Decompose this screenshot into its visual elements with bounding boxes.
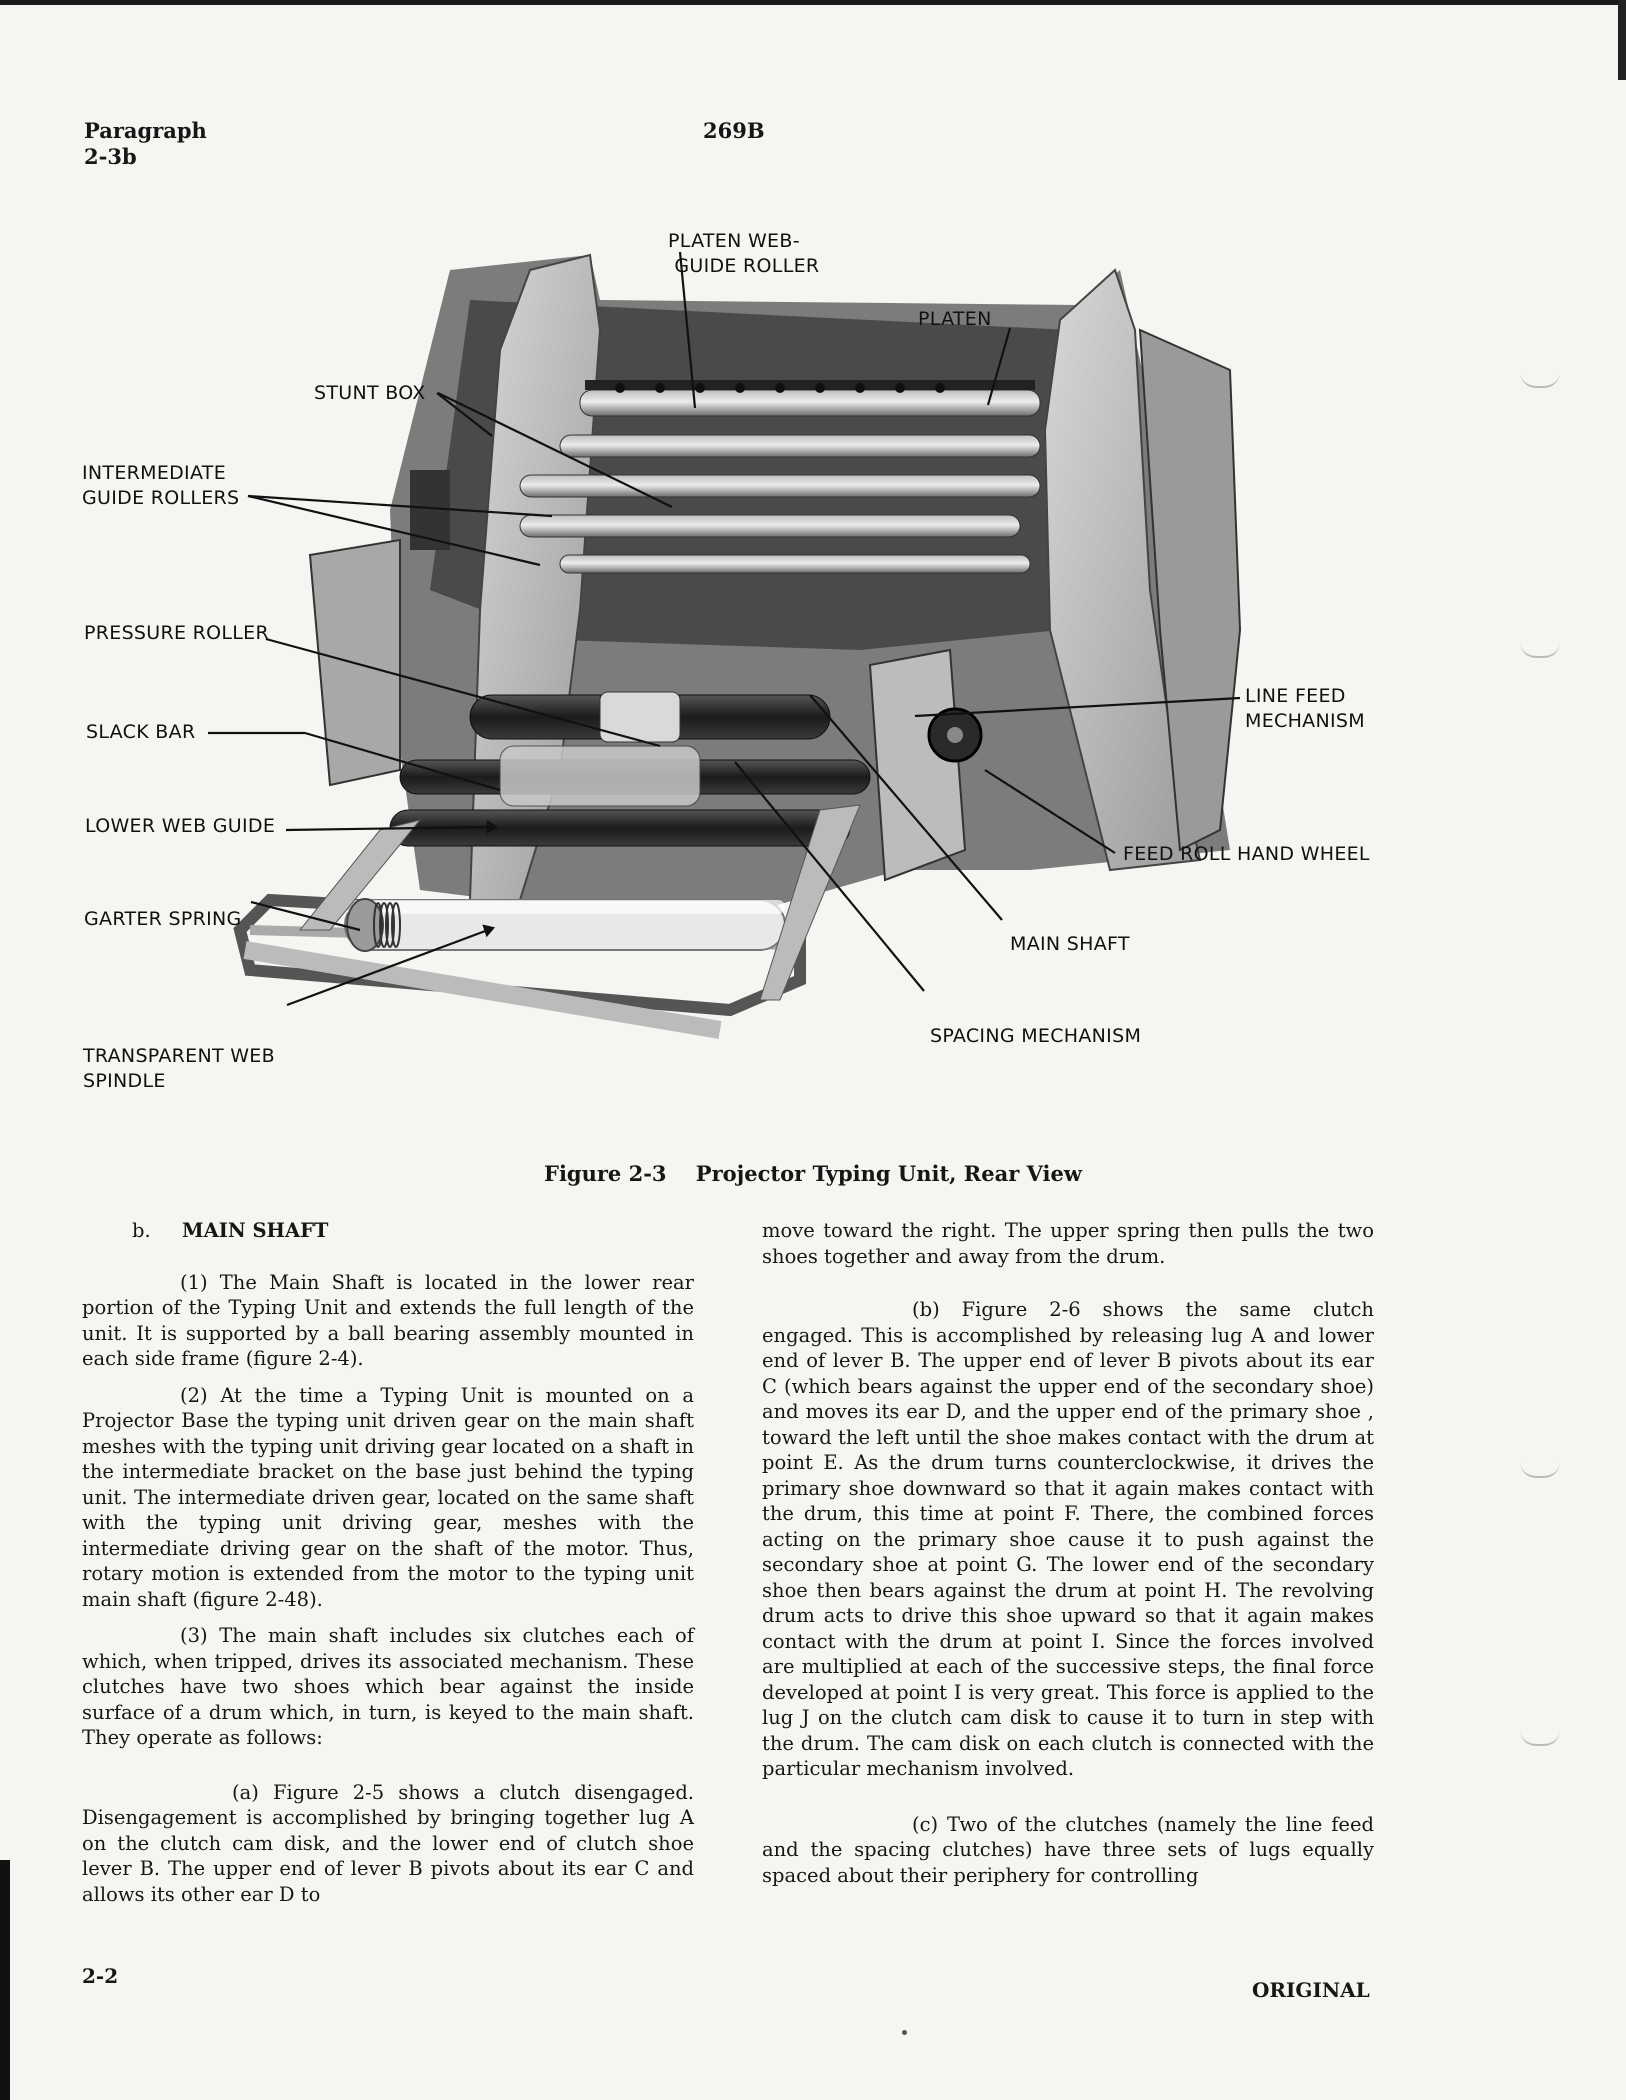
callout-stunt-box: STUNT BOX — [314, 382, 426, 404]
section-label: b. — [132, 1219, 151, 1242]
paragraph-number: 2-3b — [84, 144, 137, 169]
section-heading — [82, 1218, 694, 1244]
callout-platen-web-guide-roller: PLATEN WEB- GUIDE ROLLER — [668, 230, 820, 277]
figure-caption: Figure 2-3 Projector Typing Unit, Rear View — [544, 1161, 1082, 1186]
paragraph-3c: (c) Two of the clutches (namely the line feed and the spacing clutches) have three sets of lugs equally spaced about their periphery for controlling — [762, 1812, 1374, 1887]
machine-photo-illustration — [0, 210, 1626, 1140]
callout-garter-spring: GARTER SPRING — [84, 908, 242, 930]
paragraph-3a-continued: move toward the right. The upper spring then pulls the two shoes together and away from the drum. — [762, 1219, 1374, 1268]
paragraph-3: (3) The main shaft includes six clutches each of which, when tripped, drives its associated mechanism. These clutches have two shoes which bear against the inside surface of a drum which, in turn, is keyed to the main shaft. They operate as follows: — [82, 1624, 694, 1749]
paragraph-label: Paragraph — [84, 118, 207, 143]
paragraph-1: (1) The Main Shaft is located in the lower rear portion of the Typing Unit and extends the full length of the unit. It is supported by a ball bearing assembly mounted in each side frame (figure 2-4). — [82, 1270, 694, 1370]
document-id: 269B — [703, 118, 765, 143]
callout-pressure-roller: PRESSURE ROLLER — [84, 622, 269, 644]
left-text-column — [82, 1218, 694, 1918]
margin-scan-mark — [1520, 1730, 1560, 1746]
paragraph-reference — [84, 118, 207, 170]
callout-intermediate-guide-rollers: INTERMEDIATE GUIDE ROLLERS — [82, 462, 240, 509]
paragraph-3b: (b) Figure 2-6 shows the same clutch engaged. This is accomplished by releasing lug A and lower end of lever B. The upper end of lever B pivots about its ear C (which bears against the upper end of the secondary shoe) and moves its ear D, and the upper end of the primary shoe , toward the left until the shoe makes contact with the drum at point E. As the drum turns counterclockwise, it drives the primary shoe downward so that it again makes contact with the drum, this time at point F. There, the combined forces acting on the primary shoe cause it to push against the secondary shoe at point G. The lower end of the secondary shoe then bears against the drum at point H. The revolving drum acts to drive this shoe upward so that it again makes contact with the drum at point I. Since the forces involved are multiplied at each of the successive steps, the final force developed at point I is very great. This force is applied to the lug J on the clutch cam disk to cause it to turn in step with the drum. The cam disk on each clutch is connected with the particular mechanism involved. — [762, 1298, 1374, 1780]
scan-speck — [902, 2030, 907, 2035]
callout-spacing-mechanism: SPACING MECHANISM — [930, 1025, 1142, 1047]
callout-main-shaft: MAIN SHAFT — [1010, 933, 1130, 955]
paragraph-2: (2) At the time a Typing Unit is mounted on a Projector Base the typing unit driven gear on the main shaft meshes with the typing unit driving gear located on a shaft in the intermediate bracket on the base just behind the typing unit. The intermediate driven gear, located on the same shaft with the typing unit driving gear, meshes with the intermediate driving gear on the shaft of the motor. Thus, rotary motion is extended from the motor to the typing unit main shaft (figure 2-48). — [82, 1383, 694, 1611]
callout-line-feed-mechanism: LINE FEED MECHANISM — [1245, 685, 1365, 732]
paragraph-3a: (a) Figure 2-5 shows a clutch disengaged. Disengagement is accomplished by bringing together lug A on the clutch cam disk, and the lower end of clutch shoe lever B. The upper end of lever B pivots about its ear C and allows its other ear D to — [82, 1780, 694, 1906]
figure-projector-typing-unit — [0, 210, 1626, 1140]
section-title: MAIN SHAFT — [182, 1219, 329, 1242]
page-number: 2-2 — [82, 1964, 119, 1988]
callout-slack-bar: SLACK BAR — [86, 721, 196, 743]
right-text-column — [762, 1218, 1374, 1899]
callout-lower-web-guide: LOWER WEB GUIDE — [85, 815, 276, 837]
callout-transparent-web-spindle: TRANSPARENT WEB SPINDLE — [83, 1045, 275, 1092]
machine-body — [240, 255, 1240, 1030]
callout-platen: PLATEN — [918, 308, 992, 330]
scan-top-edge — [0, 0, 1626, 5]
scan-left-edge — [0, 1860, 10, 2100]
callout-feed-roll-hand-wheel: FEED ROLL HAND WHEEL — [1123, 843, 1370, 865]
edition-label: ORIGINAL — [1252, 1978, 1370, 2002]
scan-right-edge — [1618, 0, 1626, 80]
margin-scan-mark — [1520, 1462, 1560, 1478]
